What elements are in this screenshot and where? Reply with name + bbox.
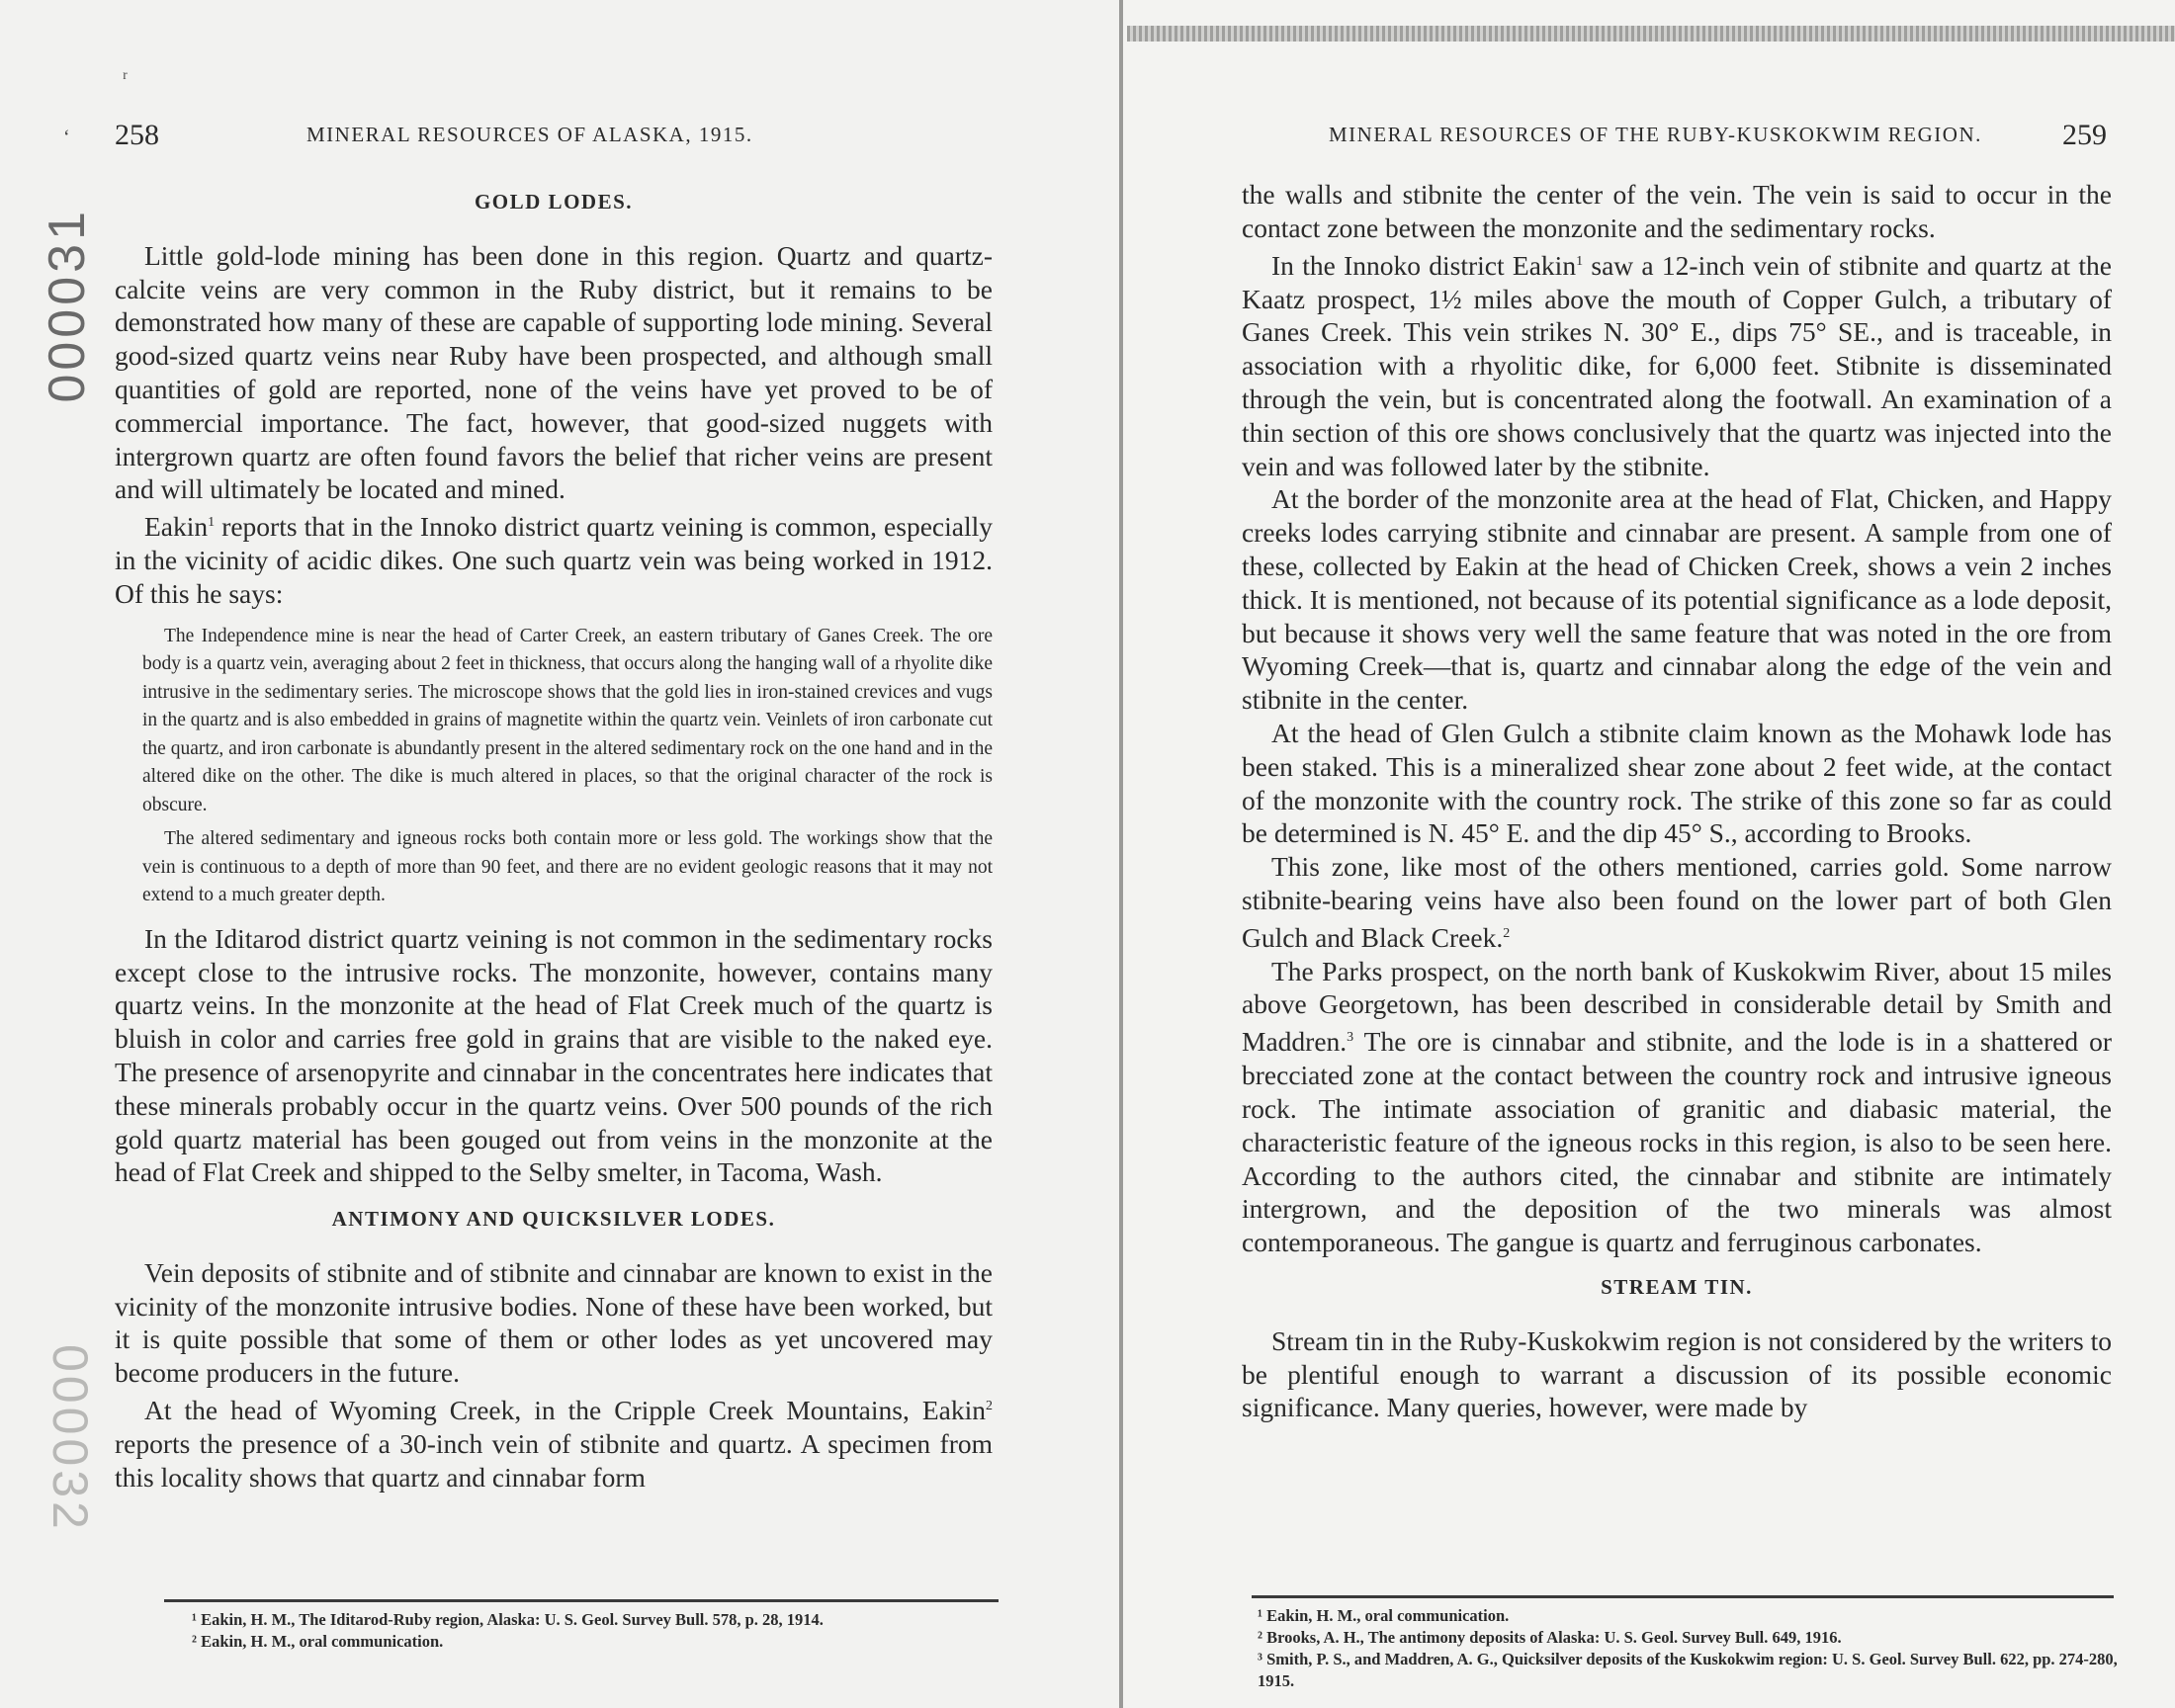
paragraph: At the head of Glen Gulch a stibnite claim known as the Mohawk lode has been staked. This is a mineralized shear zone about 2 feet wide, at the contact of the monzonite with the country rock. The strike of this zone so far as could be determined is N. 45° E. and the dip 45° S., according to Brooks. (1242, 717, 2112, 849)
scan-speck: ʻ (63, 127, 70, 148)
paragraph: The Parks prospect, on the north bank of Kuskokwim River, about 15 miles above Georgetown, has been described in considerable detail by Smith and Maddren.$^3$ The ore is cinnabar and stibnite, and the lode is in a shattered or brecciated zone at the contact between the country rock and intrusive igneous rock. The intimate association of granitic and diabasic material, the characteristic feature of the igneous rocks in this region, is also to be seen here. According to the authors cited, the cinnabar and stibnite are intimately intergrown, and the deposition of the two minerals was almost contemporaneous. The gangue is quartz and ferruginous carbonates. (1242, 955, 2112, 1258)
scan-top-edge (1127, 26, 2175, 42)
footnotes (1258, 1605, 2118, 1692)
paragraph: At the head of Wyoming Creek, in the Cripple Creek Mountains, Eakin$^2$ reports the presence of a 30-inch vein of stibnite and quartz. A specimen from this locality shows that quartz and cinnabar form (115, 1395, 993, 1493)
footnote-ref: 1 (1576, 253, 1584, 269)
footnote-rule (1252, 1595, 2114, 1598)
archive-stamp: 000031 (39, 208, 96, 403)
footnote-ref: 3 (1347, 1030, 1354, 1046)
paragraph: This zone, like most of the others mentioned, carries gold. Some narrow stibnite-bearing veins have also been found on the lower part of both Glen Gulch and Black Creek.$^2$ (1242, 851, 2112, 953)
footnote: ² Eakin, H. M., oral communication. (192, 1632, 444, 1651)
section-heading-antimony: ANTIMONY AND QUICKSILVER LODES. (331, 1207, 776, 1232)
left-text-column (115, 180, 993, 1494)
footnote: ³ Smith, P. S., and Maddren, A. G., Quicksilver deposits of the Kuskokwim region: U. S. Geol. Survey Bull. 622, pp. 274-280, 1915. (1258, 1650, 2118, 1690)
paragraph: the walls and stibnite the center of the vein. The vein is said to occur in the contact zone between the monzonite and the sedimentary rocks. (1242, 179, 2112, 243)
right-text-column (1242, 178, 2112, 1424)
paragraph: Little gold-lode mining has been done in this region. Quartz and quartz-calcite veins are very common in the Ruby district, but it remains to be demonstrated how many of these are capable of supporting lode mining. Several good-sized quartz veins near Ruby have been prospected, and although small quantities of gold are reported, none of the veins have yet proved to be of commercial importance. The fact, however, that good-sized nuggets with intergrown quartz are often found favors the belief that richer veins are present and will ultimately be located and mined. (115, 239, 993, 505)
block-quote: The altered sedimentary and igneous rocks both contain more or less gold. The workings show that the vein is continuous to a depth of more than 90 feet, and there are no evident geologic reasons that it may not extend to a much greater depth. (142, 828, 993, 906)
section-heading-gold-lodes: GOLD LODES. (474, 190, 634, 214)
running-head: MINERAL RESOURCES OF ALASKA, 1915. (306, 123, 753, 146)
section-heading-stream-tin: STREAM TIN. (1601, 1274, 1753, 1299)
paragraph: Vein deposits of stibnite and of stibnite and cinnabar are known to exist in the vicinity of the monzonite intrusive bodies. None of these have been worked, but it is quite possible that some of them or other lodes as yet uncovered may become producers in the future. (115, 1256, 993, 1389)
page-number: 259 (2062, 119, 2107, 151)
footnote-ref: 1 (208, 515, 216, 531)
archive-stamp-faint: 000032 (43, 1344, 98, 1533)
footnote-ref: 2 (1503, 925, 1511, 941)
footnotes (192, 1609, 983, 1653)
footnote-rule (164, 1599, 999, 1602)
paragraph: Stream tin in the Ruby-Kuskokwim region is not considered by the writers to be plentiful enough to warrant a discussion of its possible economic significance. Many queries, however, were made by (1242, 1324, 2112, 1423)
paragraph: At the border of the monzonite area at the head of Flat, Chicken, and Happy creeks lodes carrying stibnite and cinnabar are present. A sample from one of these, collected by Eakin at the head of Chicken Creek, shows a vein 2 inches thick. It is mentioned, not because of its potential significance as a lode deposit, but because it shows very well the same feature that was noted in the ore from Wyoming Creek—that is, quartz and cinnabar along the edge of the vein and stibnite in the center. (1242, 483, 2112, 716)
running-head: MINERAL RESOURCES OF THE RUBY-KUSKOKWIM REGION. (1329, 123, 1982, 146)
scan-speck: ʳ (123, 65, 128, 90)
page-number: 258 (115, 119, 159, 151)
footnote: ² Brooks, A. H., The antimony deposits of Alaska: U. S. Geol. Survey Bull. 649, 1916. (1258, 1628, 1842, 1647)
footnote: ¹ Eakin, H. M., The Iditarod-Ruby region, Alaska: U. S. Geol. Survey Bull. 578, p. 28, 1914. (192, 1610, 824, 1629)
footnote: ¹ Eakin, H. M., oral communication. (1258, 1606, 1510, 1625)
paragraph: In the Iditarod district quartz veining is not common in the sedimentary rocks except close to the intrusive rocks. The monzonite, however, contains many quartz veins. In the monzonite at the head of Flat Creek much of the quartz is bluish in color and carries free gold in grains that are visible to the naked eye. The presence of arsenopyrite and cinnabar in the concentrates here indicates that these minerals probably occur in the quartz veins. Over 500 pounds of the rich gold quartz material has been gouged out from veins in the monzonite at the head of Flat Creek and shipped to the Selby smelter, in Tacoma, Wash. (115, 922, 993, 1188)
paragraph: In the Innoko district Eakin$^1$ saw a 12-inch vein of stibnite and quartz at the Kaatz prospect, 1½ miles above the mouth of Copper Gulch, a tributary of Ganes Creek. This vein strikes N. 30° E., dips 75° SE., and is traceable, in association with a rhyolitic dike, for 6,000 feet. Stibnite is disseminated through the vein, but is concentrated along the footwall. An examination of a thin section of this ore shows conclusively that the quartz was injected into the vein and was followed later by the stibnite. (1242, 249, 2112, 481)
footnote-ref: 2 (986, 1399, 993, 1414)
right-page (1123, 0, 2175, 1708)
paragraph: Eakin$^1$ reports that in the Innoko district quartz veining is common, especially in the vicinity of acidic dikes. One such quartz vein was being worked in 1912. Of this he says: (115, 511, 993, 609)
block-quote: The Independence mine is near the head of Carter Creek, an eastern tributary of Ganes Creek. The ore body is a quartz vein, averaging about 2 feet in thickness, that occurs along the hanging wall of a rhyolite dike intrusive in the sedimentary series. The microscope shows that the gold lies in iron-stained crevices and vugs in the quartz and is also embedded in grains of magnetite within the quartz vein. Veinlets of iron carbonate cut the quartz, and iron carbonate is abundantly present in the altered sedimentary rock on the one hand and in the altered dike on the other. The dike is much altered in places, so that the original character of the rock is obscure. (142, 625, 993, 815)
